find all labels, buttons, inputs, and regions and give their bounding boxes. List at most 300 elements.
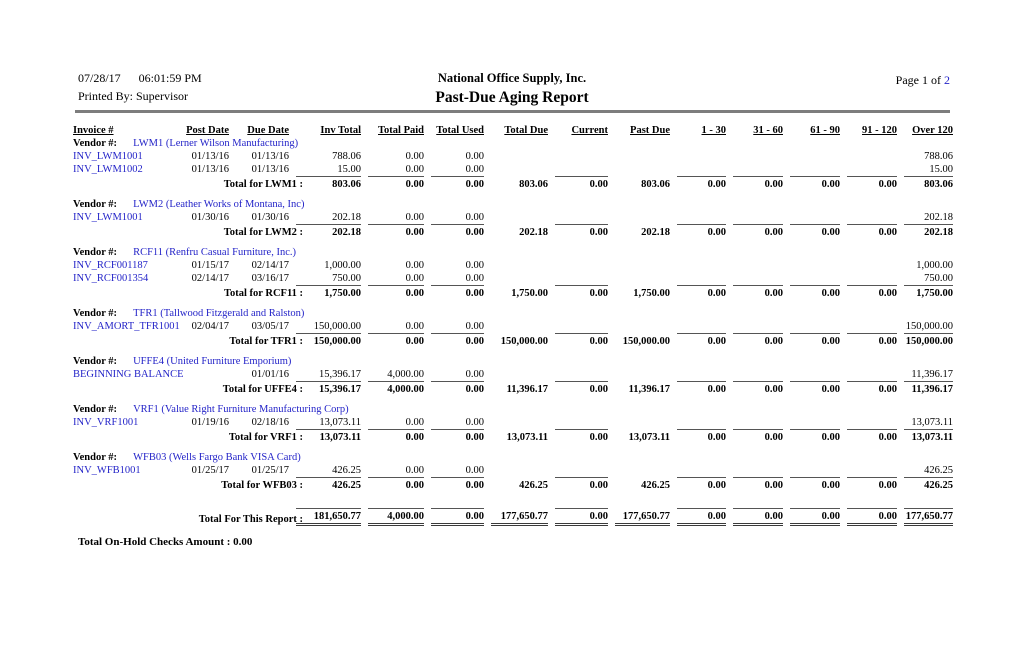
total-cell-used: 0.00 bbox=[424, 224, 484, 239]
amount-cell-over120: 150,000.00 bbox=[905, 321, 953, 332]
total-cell-past_due: 1,750.00 bbox=[633, 288, 670, 299]
column-header-due-date: Due Date bbox=[247, 125, 289, 136]
invoice-link[interactable]: BEGINNING BALANCE bbox=[73, 369, 184, 380]
amount-cell-due_total bbox=[484, 163, 548, 176]
invoice-link[interactable]: INV_LWM1002 bbox=[73, 164, 143, 175]
invoice-row bbox=[73, 272, 953, 285]
vendor-number-label: Vendor #: bbox=[73, 452, 118, 463]
invoice-link[interactable]: INV_RCF001354 bbox=[73, 273, 149, 284]
vendor-row bbox=[73, 451, 953, 464]
total-cell-past_due: 202.18 bbox=[641, 227, 670, 238]
grand-total-cell-b4: 0.00 bbox=[840, 508, 897, 526]
vendor-total-label: Total for VRF1 : bbox=[228, 432, 303, 443]
total-cell-over120: 11,396.17 bbox=[897, 381, 953, 396]
total-cell-paid: 0.00 bbox=[361, 285, 424, 300]
vendor-number-label: Vendor #: bbox=[73, 199, 118, 210]
invoice-cell bbox=[73, 211, 169, 224]
amount-cell-used: 0.00 bbox=[465, 164, 484, 175]
invoice-row bbox=[73, 150, 953, 163]
total-cell-b4: 0.00 bbox=[840, 285, 897, 300]
invoice-link[interactable]: INV_LWM1001 bbox=[73, 212, 143, 223]
total-cell-b2: 0.00 bbox=[726, 285, 783, 300]
amount-cell-over120: 13,073.11 bbox=[911, 417, 953, 428]
total-cell-b1: 0.00 bbox=[670, 285, 726, 300]
column-header-31-60: 31 - 60 bbox=[753, 125, 783, 136]
vendor-number-label: Vendor #: bbox=[73, 356, 118, 367]
grand-total-cell-b2: 0.00 bbox=[726, 508, 783, 526]
vendor-row bbox=[73, 403, 953, 416]
total-cell-b4: 0.00 bbox=[840, 333, 897, 348]
amount-cell-b3 bbox=[783, 163, 840, 176]
column-header-invoice-: Invoice # bbox=[73, 125, 114, 136]
invoice-cell bbox=[73, 163, 169, 176]
print-time: 06:01:59 PM bbox=[138, 71, 202, 85]
column-header-total-used: Total Used bbox=[436, 125, 484, 136]
amount-cell-over120: 750.00 bbox=[924, 273, 953, 284]
amount-cell-used: 0.00 bbox=[465, 260, 484, 271]
invoice-link[interactable]: INV_AMORT_TFR1001 bbox=[73, 321, 180, 332]
due-date-cell: 02/14/17 bbox=[251, 260, 289, 271]
amount-cell-inv_total: 1,000.00 bbox=[324, 260, 361, 271]
vendor-link[interactable]: RCF11 (Renfru Casual Furniture, Inc.) bbox=[133, 247, 296, 258]
total-cell-current: 0.00 bbox=[548, 176, 608, 191]
vendor-link[interactable]: UFFE4 (United Furniture Emporium) bbox=[133, 356, 292, 367]
column-header-total-paid: Total Paid bbox=[378, 125, 424, 136]
report-title: Past-Due Aging Report bbox=[435, 89, 589, 106]
amount-cell-inv_total: 13,073.11 bbox=[319, 417, 361, 428]
invoice-cell bbox=[73, 368, 184, 381]
amount-cell-b3 bbox=[783, 464, 840, 477]
amount-cell-due_total bbox=[484, 320, 548, 333]
grand-total-cell-paid: 4,000.00 bbox=[361, 508, 424, 526]
amount-cell-b3 bbox=[783, 320, 840, 333]
amount-cell-inv_total: 750.00 bbox=[332, 273, 361, 284]
total-cell-b3: 0.00 bbox=[783, 224, 840, 239]
amount-cell-paid: 0.00 bbox=[405, 212, 424, 223]
total-cell-b1: 0.00 bbox=[670, 224, 726, 239]
amount-cell-used: 0.00 bbox=[465, 417, 484, 428]
total-cell-b1: 0.00 bbox=[670, 429, 726, 444]
total-cell-past_due: 150,000.00 bbox=[622, 336, 670, 347]
total-cell-b4: 0.00 bbox=[840, 429, 897, 444]
total-cell-b4: 0.00 bbox=[840, 381, 897, 396]
amount-cell-used: 0.00 bbox=[465, 273, 484, 284]
amount-cell-due_total bbox=[484, 211, 548, 224]
grand-total-cell-current: 0.00 bbox=[548, 508, 608, 526]
invoice-link[interactable]: INV_WFB1001 bbox=[73, 465, 141, 476]
total-cell-past_due: 803.06 bbox=[641, 179, 670, 190]
invoice-cell bbox=[73, 464, 169, 477]
total-cell-past_due: 13,073.11 bbox=[628, 432, 670, 443]
invoice-cell bbox=[73, 150, 169, 163]
amount-cell-past_due bbox=[608, 211, 670, 224]
total-cell-used: 0.00 bbox=[424, 477, 484, 492]
amount-cell-b3 bbox=[783, 416, 840, 429]
amount-cell-over120: 11,396.17 bbox=[911, 369, 953, 380]
amount-cell-due_total bbox=[484, 416, 548, 429]
total-cell-paid: 4,000.00 bbox=[361, 381, 424, 396]
section-spacer bbox=[73, 444, 953, 451]
total-cell-b2: 0.00 bbox=[726, 224, 783, 239]
amount-cell-b2 bbox=[726, 150, 783, 163]
amount-cell-paid: 4,000.00 bbox=[387, 369, 424, 380]
amount-cell-b3 bbox=[783, 368, 840, 381]
amount-cell-paid: 0.00 bbox=[405, 273, 424, 284]
invoice-row bbox=[73, 163, 953, 176]
total-cell-b2: 0.00 bbox=[726, 176, 783, 191]
vendor-total-row bbox=[73, 224, 953, 239]
page-label: Page 1 of bbox=[895, 73, 944, 87]
total-cell-inv_total: 150,000.00 bbox=[289, 333, 361, 348]
invoice-row bbox=[73, 416, 953, 429]
total-cell-current: 0.00 bbox=[548, 381, 608, 396]
amount-cell-paid: 0.00 bbox=[405, 417, 424, 428]
post-date-cell: 01/15/17 bbox=[191, 260, 229, 271]
amount-cell-paid: 0.00 bbox=[405, 151, 424, 162]
amount-cell-paid: 0.00 bbox=[405, 260, 424, 271]
vendor-total-row bbox=[73, 176, 953, 191]
on-hold-value: 0.00 bbox=[233, 536, 253, 548]
amount-cell-b4 bbox=[840, 211, 897, 224]
total-cell-b3: 0.00 bbox=[783, 477, 840, 492]
invoice-cell bbox=[73, 320, 180, 333]
column-header-91-120: 91 - 120 bbox=[862, 125, 897, 136]
amount-cell-past_due bbox=[608, 464, 670, 477]
amount-cell-b4 bbox=[840, 464, 897, 477]
vendor-total-label: Total for LWM2 : bbox=[223, 227, 303, 238]
total-cell-current: 0.00 bbox=[548, 285, 608, 300]
vendor-total-label: Total for WFB03 : bbox=[221, 480, 303, 491]
total-cell-paid: 0.00 bbox=[361, 477, 424, 492]
amount-cell-current bbox=[548, 163, 608, 176]
column-header-past-due: Past Due bbox=[630, 125, 670, 136]
column-header-61-90: 61 - 90 bbox=[810, 125, 840, 136]
total-cell-current: 0.00 bbox=[548, 333, 608, 348]
amount-cell-past_due bbox=[608, 320, 670, 333]
total-cell-due_total: 1,750.00 bbox=[511, 288, 548, 299]
amount-cell-over120: 15.00 bbox=[929, 164, 953, 175]
total-cell-b4: 0.00 bbox=[840, 176, 897, 191]
invoice-cell bbox=[73, 272, 169, 285]
amount-cell-inv_total: 426.25 bbox=[332, 465, 361, 476]
vendor-row bbox=[73, 355, 953, 368]
total-cell-due_total: 13,073.11 bbox=[506, 432, 548, 443]
total-cell-b4: 0.00 bbox=[840, 224, 897, 239]
amount-cell-paid: 0.00 bbox=[405, 465, 424, 476]
amount-cell-b4 bbox=[840, 272, 897, 285]
amount-cell-current bbox=[548, 211, 608, 224]
amount-cell-inv_total: 202.18 bbox=[332, 212, 361, 223]
amount-cell-b3 bbox=[783, 272, 840, 285]
amount-cell-over120: 426.25 bbox=[924, 465, 953, 476]
grand-total-cell-past_due: 177,650.77 bbox=[608, 508, 670, 526]
vendor-link[interactable]: TFR1 (Tallwood Fitzgerald and Ralston) bbox=[133, 308, 305, 319]
column-header-1-30: 1 - 30 bbox=[701, 125, 726, 136]
total-cell-b3: 0.00 bbox=[783, 381, 840, 396]
amount-cell-b4 bbox=[840, 259, 897, 272]
post-date-cell: 02/04/17 bbox=[191, 321, 229, 332]
invoice-row bbox=[73, 320, 953, 333]
aging-report-table bbox=[73, 124, 953, 526]
amount-cell-b1 bbox=[670, 368, 726, 381]
print-date: 07/28/17 bbox=[78, 71, 121, 85]
amount-cell-current bbox=[548, 416, 608, 429]
post-date-cell: 01/30/16 bbox=[191, 212, 229, 223]
vendor-row bbox=[73, 307, 953, 320]
on-hold-label: Total On-Hold Checks Amount : bbox=[78, 536, 231, 548]
amount-cell-paid: 0.00 bbox=[405, 321, 424, 332]
total-cell-inv_total: 13,073.11 bbox=[289, 429, 361, 444]
amount-cell-past_due bbox=[608, 259, 670, 272]
amount-cell-inv_total: 15,396.17 bbox=[319, 369, 361, 380]
total-cell-used: 0.00 bbox=[424, 381, 484, 396]
column-header-total-due: Total Due bbox=[504, 125, 548, 136]
amount-cell-b2 bbox=[726, 320, 783, 333]
amount-cell-current bbox=[548, 150, 608, 163]
next-page-link[interactable]: 2 bbox=[944, 73, 950, 87]
total-cell-b1: 0.00 bbox=[670, 176, 726, 191]
invoice-link[interactable]: INV_VRF1001 bbox=[73, 417, 139, 428]
total-cell-over120: 13,073.11 bbox=[897, 429, 953, 444]
due-date-cell: 01/25/17 bbox=[251, 465, 289, 476]
amount-cell-b1 bbox=[670, 464, 726, 477]
amount-cell-inv_total: 150,000.00 bbox=[313, 321, 361, 332]
amount-cell-b2 bbox=[726, 211, 783, 224]
amount-cell-past_due bbox=[608, 416, 670, 429]
total-cell-paid: 0.00 bbox=[361, 176, 424, 191]
total-cell-b3: 0.00 bbox=[783, 333, 840, 348]
vendor-number-label: Vendor #: bbox=[73, 247, 118, 258]
vendor-link[interactable]: WFB03 (Wells Fargo Bank VISA Card) bbox=[133, 452, 301, 463]
section-spacer bbox=[73, 239, 953, 246]
amount-cell-b3 bbox=[783, 259, 840, 272]
column-header-inv-total: Inv Total bbox=[320, 125, 361, 136]
amount-cell-b1 bbox=[670, 416, 726, 429]
amount-cell-b1 bbox=[670, 320, 726, 333]
due-date-cell: 01/13/16 bbox=[251, 151, 289, 162]
vendor-total-row bbox=[73, 333, 953, 348]
amount-cell-current bbox=[548, 368, 608, 381]
total-cell-b4: 0.00 bbox=[840, 477, 897, 492]
post-date-cell: 02/14/17 bbox=[191, 273, 229, 284]
amount-cell-current bbox=[548, 259, 608, 272]
vendor-row bbox=[73, 246, 953, 259]
amount-cell-b4 bbox=[840, 150, 897, 163]
amount-cell-due_total bbox=[484, 368, 548, 381]
column-header-current: Current bbox=[571, 125, 608, 136]
table-header-row bbox=[73, 124, 953, 137]
due-date-cell: 02/18/16 bbox=[251, 417, 289, 428]
amount-cell-over120: 788.06 bbox=[924, 151, 953, 162]
header-divider bbox=[75, 110, 950, 113]
vendor-total-label: Total for TFR1 : bbox=[229, 336, 303, 347]
invoice-cell bbox=[73, 259, 169, 272]
amount-cell-inv_total: 788.06 bbox=[332, 151, 361, 162]
column-header-over-120: Over 120 bbox=[912, 125, 953, 136]
total-cell-used: 0.00 bbox=[424, 176, 484, 191]
amount-cell-current bbox=[548, 272, 608, 285]
due-date-cell: 03/05/17 bbox=[251, 321, 289, 332]
amount-cell-over120: 202.18 bbox=[924, 212, 953, 223]
due-date-cell: 03/16/17 bbox=[251, 273, 289, 284]
post-date-cell: 01/19/16 bbox=[191, 417, 229, 428]
total-cell-paid: 0.00 bbox=[361, 429, 424, 444]
vendor-link[interactable]: LWM1 (Lerner Wilson Manufacturing) bbox=[133, 138, 299, 149]
amount-cell-b1 bbox=[670, 259, 726, 272]
section-spacer bbox=[73, 191, 953, 198]
grand-total-cell-b3: 0.00 bbox=[783, 508, 840, 526]
total-cell-b1: 0.00 bbox=[670, 477, 726, 492]
total-cell-b3: 0.00 bbox=[783, 285, 840, 300]
total-cell-used: 0.00 bbox=[424, 429, 484, 444]
amount-cell-current bbox=[548, 464, 608, 477]
grand-total-cell-over120: 177,650.77 bbox=[897, 508, 953, 526]
invoice-link[interactable]: INV_RCF001187 bbox=[73, 260, 148, 271]
amount-cell-due_total bbox=[484, 272, 548, 285]
total-cell-inv_total: 15,396.17 bbox=[289, 381, 361, 396]
amount-cell-inv_total: 15.00 bbox=[337, 164, 361, 175]
amount-cell-due_total bbox=[484, 259, 548, 272]
invoice-link[interactable]: INV_LWM1001 bbox=[73, 151, 143, 162]
on-hold-summary bbox=[78, 536, 252, 548]
post-date-cell: 01/13/16 bbox=[191, 164, 229, 175]
total-cell-b3: 0.00 bbox=[783, 176, 840, 191]
post-date-cell: 01/25/17 bbox=[191, 465, 229, 476]
amount-cell-b4 bbox=[840, 416, 897, 429]
total-cell-paid: 0.00 bbox=[361, 224, 424, 239]
amount-cell-used: 0.00 bbox=[465, 369, 484, 380]
total-cell-current: 0.00 bbox=[548, 477, 608, 492]
report-total-label: Total For This Report : bbox=[198, 514, 303, 525]
section-spacer bbox=[73, 492, 953, 508]
total-cell-current: 0.00 bbox=[548, 429, 608, 444]
amount-cell-b4 bbox=[840, 320, 897, 333]
total-cell-due_total: 11,396.17 bbox=[506, 384, 548, 395]
invoice-row bbox=[73, 368, 953, 381]
total-cell-past_due: 11,396.17 bbox=[628, 384, 670, 395]
vendor-row bbox=[73, 198, 953, 211]
grand-total-cell-inv_total: 181,650.77 bbox=[289, 508, 361, 526]
total-cell-paid: 0.00 bbox=[361, 333, 424, 348]
vendor-total-row bbox=[73, 477, 953, 492]
total-cell-current: 0.00 bbox=[548, 224, 608, 239]
amount-cell-b2 bbox=[726, 368, 783, 381]
total-cell-inv_total: 803.06 bbox=[289, 176, 361, 191]
section-spacer bbox=[73, 348, 953, 355]
amount-cell-b1 bbox=[670, 272, 726, 285]
amount-cell-used: 0.00 bbox=[465, 151, 484, 162]
total-cell-due_total: 803.06 bbox=[519, 179, 548, 190]
total-cell-past_due: 426.25 bbox=[641, 480, 670, 491]
invoice-row bbox=[73, 211, 953, 224]
due-date-cell: 01/01/16 bbox=[251, 369, 289, 380]
total-cell-inv_total: 202.18 bbox=[289, 224, 361, 239]
page-indicator bbox=[896, 73, 950, 88]
report-total-row bbox=[73, 508, 953, 526]
amount-cell-paid: 0.00 bbox=[405, 164, 424, 175]
total-cell-used: 0.00 bbox=[424, 285, 484, 300]
total-cell-inv_total: 1,750.00 bbox=[289, 285, 361, 300]
amount-cell-used: 0.00 bbox=[465, 465, 484, 476]
amount-cell-b3 bbox=[783, 211, 840, 224]
vendor-total-label: Total for LWM1 : bbox=[223, 179, 303, 190]
section-spacer bbox=[73, 396, 953, 403]
section-spacer bbox=[73, 300, 953, 307]
amount-cell-b2 bbox=[726, 163, 783, 176]
total-cell-due_total: 202.18 bbox=[519, 227, 548, 238]
amount-cell-past_due bbox=[608, 163, 670, 176]
total-cell-over120: 150,000.00 bbox=[897, 333, 953, 348]
total-cell-over120: 426.25 bbox=[897, 477, 953, 492]
total-cell-over120: 803.06 bbox=[897, 176, 953, 191]
amount-cell-b2 bbox=[726, 272, 783, 285]
amount-cell-b1 bbox=[670, 150, 726, 163]
due-date-cell: 01/30/16 bbox=[251, 212, 289, 223]
amount-cell-due_total bbox=[484, 464, 548, 477]
amount-cell-past_due bbox=[608, 150, 670, 163]
total-cell-b2: 0.00 bbox=[726, 477, 783, 492]
vendor-total-row bbox=[73, 285, 953, 300]
amount-cell-over120: 1,000.00 bbox=[916, 260, 953, 271]
vendor-number-label: Vendor #: bbox=[73, 404, 118, 415]
amount-cell-due_total bbox=[484, 150, 548, 163]
column-header-post-date: Post Date bbox=[186, 125, 229, 136]
amount-cell-b4 bbox=[840, 368, 897, 381]
vendor-total-row bbox=[73, 381, 953, 396]
total-cell-b2: 0.00 bbox=[726, 381, 783, 396]
total-cell-b1: 0.00 bbox=[670, 333, 726, 348]
amount-cell-b2 bbox=[726, 416, 783, 429]
vendor-total-label: Total for UFFE4 : bbox=[222, 384, 303, 395]
total-cell-over120: 202.18 bbox=[897, 224, 953, 239]
post-date-cell: 01/13/16 bbox=[191, 151, 229, 162]
vendor-total-row bbox=[73, 429, 953, 444]
invoice-row bbox=[73, 464, 953, 477]
grand-total-cell-used: 0.00 bbox=[424, 508, 484, 526]
total-cell-due_total: 426.25 bbox=[519, 480, 548, 491]
grand-total-cell-b1: 0.00 bbox=[670, 508, 726, 526]
printed-by: Printed By: Supervisor bbox=[78, 89, 188, 103]
vendor-total-label: Total for RCF11 : bbox=[223, 288, 303, 299]
vendor-row bbox=[73, 137, 953, 150]
grand-total-cell-due_total: 177,650.77 bbox=[484, 508, 548, 526]
vendor-link[interactable]: VRF1 (Value Right Furniture Manufacturing Corp) bbox=[133, 404, 349, 415]
total-cell-used: 0.00 bbox=[424, 333, 484, 348]
amount-cell-used: 0.00 bbox=[465, 321, 484, 332]
amount-cell-b2 bbox=[726, 464, 783, 477]
amount-cell-b2 bbox=[726, 259, 783, 272]
amount-cell-past_due bbox=[608, 272, 670, 285]
total-cell-b2: 0.00 bbox=[726, 429, 783, 444]
total-cell-b3: 0.00 bbox=[783, 429, 840, 444]
total-cell-inv_total: 426.25 bbox=[289, 477, 361, 492]
company-name: National Office Supply, Inc. bbox=[437, 71, 587, 85]
amount-cell-current bbox=[548, 320, 608, 333]
vendor-number-label: Vendor #: bbox=[73, 308, 118, 319]
total-cell-b1: 0.00 bbox=[670, 381, 726, 396]
amount-cell-b1 bbox=[670, 163, 726, 176]
vendor-number-label: Vendor #: bbox=[73, 138, 118, 149]
total-cell-b2: 0.00 bbox=[726, 333, 783, 348]
vendor-link[interactable]: LWM2 (Leather Works of Montana, Inc) bbox=[133, 199, 305, 210]
due-date-cell: 01/13/16 bbox=[251, 164, 289, 175]
total-cell-over120: 1,750.00 bbox=[897, 285, 953, 300]
total-cell-due_total: 150,000.00 bbox=[500, 336, 548, 347]
invoice-row bbox=[73, 259, 953, 272]
amount-cell-past_due bbox=[608, 368, 670, 381]
amount-cell-b4 bbox=[840, 163, 897, 176]
amount-cell-used: 0.00 bbox=[465, 212, 484, 223]
